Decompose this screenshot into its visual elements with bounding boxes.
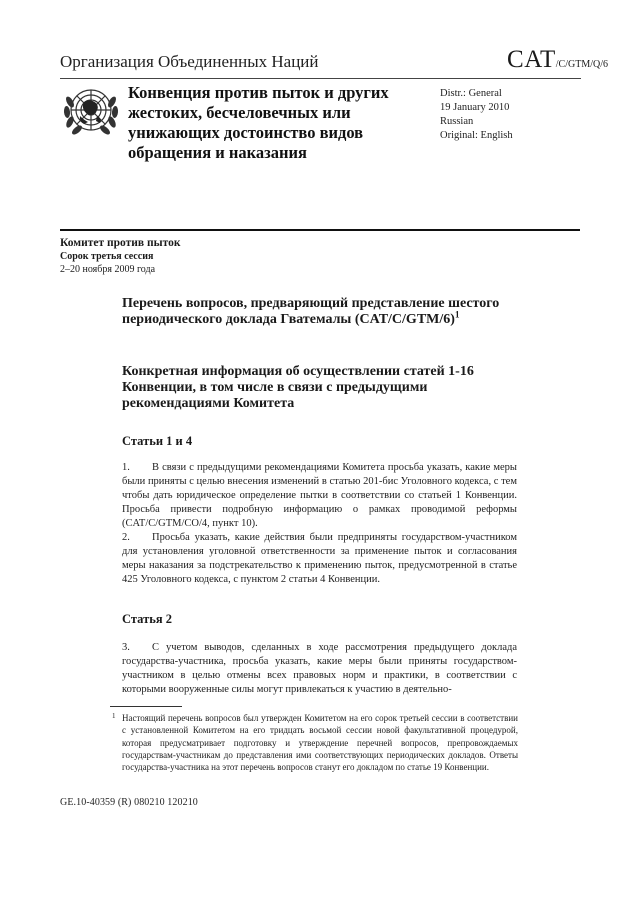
paragraph-3 (122, 641, 517, 697)
list-of-issues-title (122, 296, 517, 328)
footnote-mark: 1 (112, 712, 116, 720)
title-rule (60, 229, 580, 231)
issue-date: 19 January 2010 (440, 102, 510, 113)
paragraph-text: В связи с предыдущими рекомендациями Комитета просьба указать, какие меры были приняты с целью внесения изменений в статью 201-бис Уголовного кодекса, с тем чтобы дать юридическое определение пытки в соответствии со статьей 1 Конвенции. Просьба привести подробную информацию о рамках проводимой реформы (CAT/C/GTM/CO/4, пункт 10). (122, 462, 517, 529)
footnote-reference[interactable]: 1 (454, 309, 460, 320)
distribution-label: Distr.: General (440, 88, 502, 99)
paragraph-text: С учетом выводов, сделанных в ходе рассмотрения предыдущего доклада государства-участника, просьба указать, какие меры были приняты государством-участником в целью отмены всех правовых норм и практики, в соответствии с которыми вооруженные силы могут привлекаться к участию в деятельно- (122, 642, 517, 695)
paragraph-2 (122, 531, 517, 587)
header-rule (60, 78, 581, 79)
session-name: Сорок третья сессия (60, 251, 154, 262)
original-language: Original: English (440, 130, 513, 141)
symbol-suffix: /C/GTM/Q/6 (555, 59, 608, 70)
committee-name: Комитет против пыток (60, 237, 181, 249)
symbol-main: CAT (507, 46, 556, 73)
convention-title: Конвенция против пыток и других жестоких, бесчеловечных или унижающих достоинство видов обращения и наказания (128, 83, 389, 162)
paragraph-text: Просьба указать, какие действия были предприняты государством-участником для установления уголовной ответственности за применение пыток и согласования меры наказания за подстрекательство к применению пыток, предусмотренной в статье 425 Уголовного кодекса, с пунктом 2 статьи 4 Конвенции. (122, 532, 517, 585)
document-symbol (507, 46, 608, 74)
paragraph-1 (122, 461, 517, 531)
committee-block (60, 237, 181, 276)
footnote-rule (110, 706, 182, 707)
language: Russian (440, 116, 474, 127)
specific-info-heading: Конкретная информация об осуществлении статей 1-16 Конвенции, в том числе в связи с предыдущими рекомендациями Комитета (122, 364, 474, 411)
paragraph-number: 2. (122, 532, 130, 543)
section-heading-article-2: Статья 2 (122, 612, 172, 626)
paragraph-number: 3. (122, 642, 130, 653)
footnote (112, 712, 518, 773)
session-dates: 2–20 ноября 2009 года (60, 264, 156, 275)
list-title-text: Перечень вопросов, предваряющий представление шестого периодического доклада Гватемалы (CAT/C/GTM/6) (122, 296, 500, 327)
job-number: GE.10-40359 (R) 080210 120210 (60, 797, 198, 808)
organization-name: Организация Объединенных Наций (60, 52, 319, 71)
paragraph-number: 1. (122, 462, 130, 473)
section-heading-articles-1-4: Статьи 1 и 4 (122, 434, 193, 448)
distribution-block (440, 87, 513, 143)
un-emblem-icon (62, 80, 120, 140)
footnote-text: Настоящий перечень вопросов был утвержден Комитетом на его сорок третьей сессии в соответствии с установленной Комитетом на его тридцать восьмой сессии новой факультативной процедурой, которая предусматривает подготовку и утверждение перечней вопросов, препровождаемых государствам-участникам до представления ими соответствующих периодических докладов. Ответы государства-участника на этот перечень вопросов станут его докладом по статье 19 Конвенции. (122, 713, 518, 773)
